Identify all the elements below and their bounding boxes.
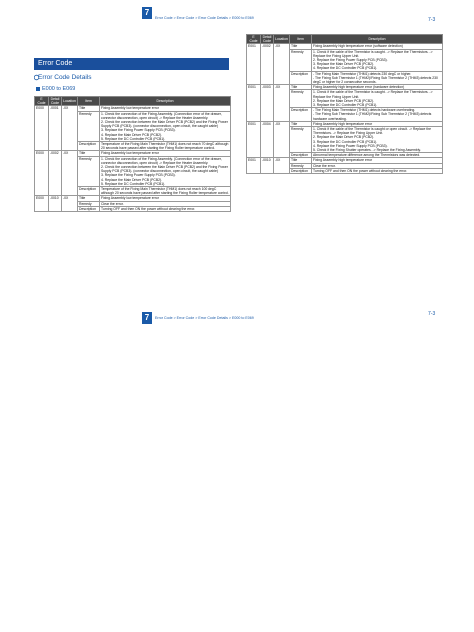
description-line: 1. Check the connection of the Fixing Assembly. (Connection error of the drawer, connector disconnection, open circuit) -> Replace the Heater Assembly.: [101, 111, 222, 120]
description-line: 5. Replace the DC Controller PCB (PCB1).: [101, 181, 166, 186]
col-header-detail: Detail Code: [261, 35, 274, 44]
description-line: Fixing Assembly high temperature error (software detection): [313, 44, 403, 49]
description-cell: [100, 111, 231, 141]
description-line: - The Fixing Main Thermistor (THM1) detects 230 degC or higher.: [313, 71, 412, 76]
detail-code-cell: -0010: [49, 196, 62, 212]
description-line: - The Fixing Sub Thermistor 1 (THM2)/Fixing Sub Thermistor 2 (THM3) detects hardware overheating.: [313, 112, 432, 121]
description-line: 3. Replace the Main Driver PCB (PCB2).: [313, 62, 375, 67]
description-line: Temperature of the Fixing Main Thermistor (THM1) does not reach 100 degC although 20 seconds have passed after starting the Fixing Roller temperature control.: [101, 187, 229, 196]
col-header-description: Description: [312, 35, 443, 44]
description-line: Clear the error.: [101, 201, 124, 206]
item-cell: Title: [78, 106, 100, 111]
item-cell: Remedy: [78, 201, 100, 206]
description-line: 5. Check if the Fixing Shutter operates. -> Replace the Fixing Assembly.: [313, 148, 421, 153]
description-cell: [100, 206, 231, 211]
description-line: Fixing Assembly high temperature error: [313, 158, 373, 163]
error-code-cell: E000: [35, 196, 49, 212]
location-cell: -0X: [274, 44, 290, 85]
description-line: 3. Replace the DC Controller PCB (PCB1).: [313, 103, 378, 108]
description-line: Fixing Assembly low temperature error: [101, 106, 159, 111]
item-cell: Description: [290, 153, 312, 158]
description-cell: [312, 127, 443, 153]
error-code-table-right: [246, 34, 443, 174]
description-line: Abnormal temperature difference among the Thermistors was detected.: [313, 153, 421, 158]
breadcrumb: Error Code > Error Code > Error Code Details > E000 to E069: [155, 16, 254, 20]
subsection-title: E000 to E069: [42, 86, 76, 92]
description-line: Fixing Assembly low temperature error: [101, 151, 159, 156]
page-number-bottom: 7-3: [428, 311, 436, 317]
col-header-item: Item: [290, 35, 312, 44]
description-line: 4. Replace the Main Driver PCB (PCB2).: [101, 132, 163, 137]
item-cell: Description: [290, 108, 312, 122]
item-cell: Remedy: [290, 163, 312, 168]
item-cell: Remedy: [290, 127, 312, 153]
col-header-location: Location: [62, 97, 78, 106]
description-cell: [100, 142, 231, 151]
col-header-item: Item: [78, 97, 100, 106]
description-line: Clear the error.: [313, 163, 336, 168]
detail-code-cell: -0002: [49, 151, 62, 196]
detail-code-cell: -0002: [261, 44, 274, 85]
description-cell: [100, 187, 231, 196]
description-line: Fixing Assembly low temperature error: [101, 196, 159, 201]
location-cell: -0X: [274, 85, 290, 122]
location-cell: -0X: [62, 196, 78, 212]
detail-code-cell: -0004: [261, 121, 274, 158]
col-header-code: E Code: [35, 97, 49, 106]
description-line: - The Fixing Main Thermistor (THM1) detects hardware overheating.: [313, 108, 416, 113]
location-cell: -0X: [62, 106, 78, 151]
item-cell: Description: [290, 71, 312, 85]
item-cell: Title: [290, 121, 312, 126]
error-code-cell: E000: [35, 106, 49, 151]
error-code-cell: E001: [247, 158, 261, 174]
error-code-table-left: [34, 96, 231, 212]
error-code-cell: E001: [247, 85, 261, 122]
item-cell: Remedy: [78, 111, 100, 141]
description-cell: [312, 90, 443, 108]
location-cell: -0X: [274, 158, 290, 174]
page-title: Error Code: [34, 58, 229, 70]
description-cell: [312, 108, 443, 122]
detail-code-cell: -0010: [261, 158, 274, 174]
description-line: Temperature of the Fixing Main Thermistor (THM1) does not reach 70 degC although 20 seconds have passed after starting the Fixing Roller temperature control.: [101, 142, 229, 151]
item-cell: Title: [78, 196, 100, 201]
description-line: 3. Replace the Fixing Power Supply PCB (PCB3).: [101, 128, 176, 133]
item-cell: Description: [78, 142, 100, 151]
description-line: 1. Check if the cable of the Thermistor is caught. -> Replace the Thermistors. -> Replace the Fixing Upper Unit.: [313, 90, 433, 99]
detail-code-cell: -0003: [261, 85, 274, 122]
table-header-row: [247, 35, 443, 44]
description-line: 2. Replace the Fixing Power Supply PCB (PCB3).: [313, 58, 388, 63]
description-line: Fixing Assembly high temperature error: [313, 121, 373, 126]
item-cell: Description: [78, 187, 100, 196]
description-line: 2. Replace the Main Driver PCB (PCB2).: [313, 135, 375, 140]
description-line: 3. Replace the Fixing Power Supply PCB (PCB3).: [101, 173, 176, 178]
error-code-cell: E000: [35, 151, 49, 196]
description-line: Turning OFF and then ON the power without clearing the error.: [313, 168, 408, 173]
item-cell: Remedy: [290, 90, 312, 108]
subsection-square-icon: [36, 87, 40, 91]
description-line: 4. Replace the Main Driver PCB (PCB2).: [101, 177, 163, 182]
item-cell: Title: [290, 85, 312, 90]
detail-code-cell: -0001: [49, 106, 62, 151]
chapter-badge-bottom: 7: [142, 312, 152, 324]
item-cell: Title: [290, 44, 312, 49]
description-line: 3. Replace the DC Controller PCB (PCB1).: [313, 139, 378, 144]
location-cell: -0X: [274, 121, 290, 158]
description-line: 2. Replace the Main Driver PCB (PCB2).: [313, 98, 375, 103]
error-code-cell: E001: [247, 121, 261, 158]
item-cell: Title: [78, 151, 100, 156]
description-line: 1. Check if the cable of the Thermistor is caught or open circuit. -> Replace the Thermistors. -> Replace the Fixing Upper Unit.: [313, 127, 432, 136]
col-header-code: E Code: [247, 35, 261, 44]
description-cell: [100, 156, 231, 186]
col-header-detail: Detail Code: [49, 97, 62, 106]
description-line: 4. Replace the Fixing Power Supply PCB (PCB3).: [313, 143, 388, 148]
error-code-cell: E001: [247, 44, 261, 85]
description-cell: [312, 168, 443, 173]
location-cell: -0X: [62, 151, 78, 196]
section-title: Error Code Details: [38, 74, 92, 81]
description-line: Fixing Assembly high temperature error (hardware detection): [313, 85, 405, 90]
description-line: - The Fixing Sub Thermistor 1 (THM2)/Fixing Sub Thermistor 2 (THM3) detects 230 degC or higher for 2 consecutive seconds.: [313, 75, 438, 85]
description-cell: [312, 49, 443, 71]
col-header-location: Location: [274, 35, 290, 44]
chapter-badge: 7: [142, 7, 152, 19]
item-cell: Title: [290, 158, 312, 163]
description-cell: [312, 71, 443, 85]
description-line: 4. Replace the DC Controller PCB (PCB1).: [313, 66, 378, 71]
description-line: 2. Check the connection between the Main Driver PCB (PCB2) and the Fixing Power Supply PCB (PCB3). (connector disconnection, open circuit, the caught cable): [101, 165, 228, 174]
item-cell: Remedy: [290, 49, 312, 71]
breadcrumb-bottom: Error Code > Error Code > Error Code Details > E000 to E069: [155, 316, 254, 320]
description-line: 2. Check the connection between the Main Driver PCB (PCB2) and the Fixing Power Supply PCB (PCB3). (connector disconnection, open circuit, the caught cable): [101, 120, 228, 129]
page-number: 7-3: [428, 17, 436, 23]
item-cell: Description: [290, 168, 312, 173]
item-cell: Description: [78, 206, 100, 211]
col-header-description: Description: [100, 97, 231, 106]
description-line: 1. Check if the cable of the Thermistor is caught. -> Replace the Thermistors. -> Replace the Fixing Upper Unit.: [313, 49, 433, 58]
description-line: Turning OFF and then ON the power without clearing the error.: [101, 206, 196, 211]
description-line: 1. Check the connection of the Fixing Assembly. (Connection error of the drawer, connector disconnection, open circuit) -> Replace the Heater Assembly.: [101, 156, 222, 165]
description-line: 5. Replace the DC Controller PCB (PCB1).: [101, 136, 166, 141]
table-header-row: [35, 97, 231, 106]
item-cell: Remedy: [78, 156, 100, 186]
